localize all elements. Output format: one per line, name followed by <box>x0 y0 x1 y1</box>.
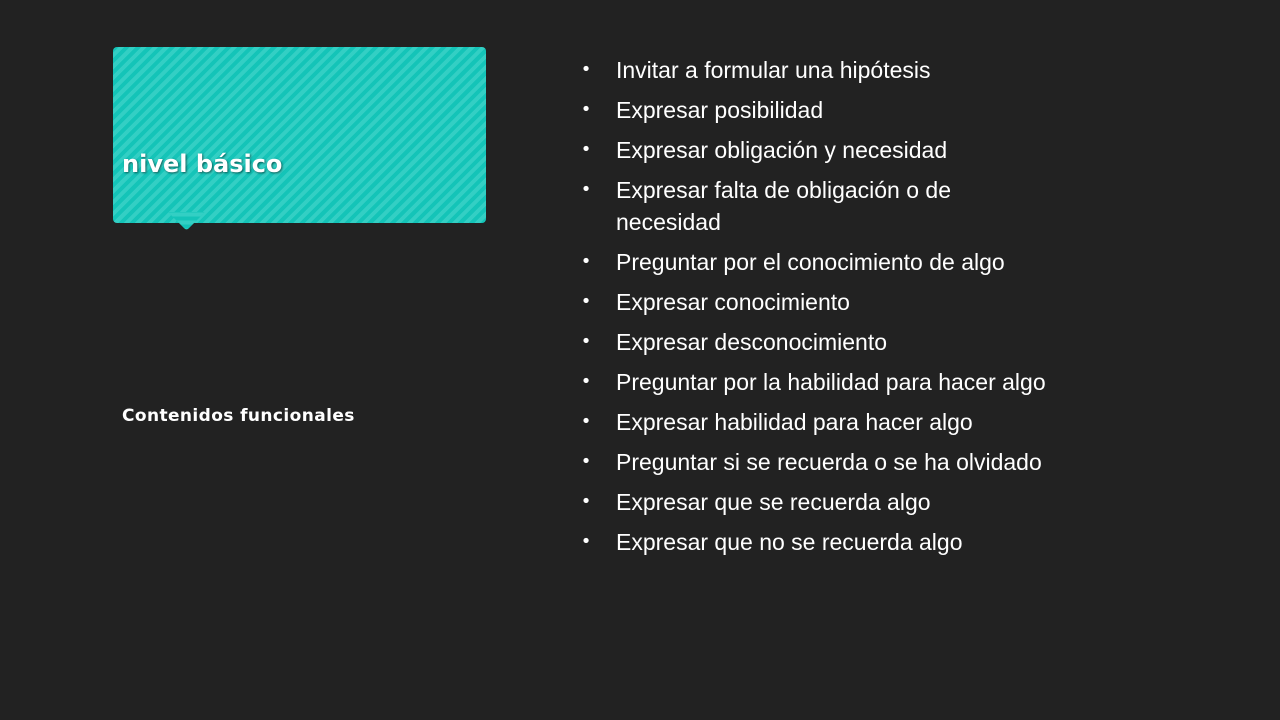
bullet-icon: • <box>580 411 592 432</box>
bullet-icon: • <box>580 531 592 552</box>
list-item-text: Preguntar si se recuerda o se ha olvidado <box>616 449 1042 475</box>
bullet-icon: • <box>580 59 592 80</box>
list-item <box>576 174 1046 238</box>
list-item <box>576 486 1046 518</box>
slide-title: nivel básico <box>122 150 283 178</box>
bullet-list <box>576 54 1046 566</box>
bullet-icon: • <box>580 371 592 392</box>
list-item <box>576 134 1046 166</box>
list-item-text: Expresar que no se recuerda algo <box>616 529 963 555</box>
list-item <box>576 446 1046 478</box>
bullet-icon: • <box>580 451 592 472</box>
bullet-icon: • <box>580 179 592 200</box>
list-item <box>576 94 1046 126</box>
list-item-text: Expresar posibilidad <box>616 97 824 123</box>
list-item-text: Expresar conocimiento <box>616 289 850 315</box>
list-item-text: Invitar a formular una hipótesis <box>616 57 931 83</box>
list-item-text: Expresar desconocimiento <box>616 329 888 355</box>
list-item <box>576 246 1046 278</box>
list-item-text: Expresar obligación y necesidad <box>616 137 948 163</box>
list-item-text: Preguntar por el conocimiento de algo <box>616 249 1005 275</box>
bullet-icon: • <box>580 291 592 312</box>
title-placeholder-box <box>113 47 486 223</box>
list-item-text: Expresar que se recuerda algo <box>616 489 931 515</box>
bullet-icon: • <box>580 139 592 160</box>
bullet-icon: • <box>580 331 592 352</box>
list-item-text: Expresar falta de obligación o de necesidad <box>616 177 951 235</box>
list-item <box>576 406 1046 438</box>
title-box-pointer <box>168 212 206 238</box>
list-item <box>576 326 1046 358</box>
list-item <box>576 286 1046 318</box>
bullet-icon: • <box>580 491 592 512</box>
bullet-icon: • <box>580 251 592 272</box>
list-item <box>576 526 1046 558</box>
list-item <box>576 54 1046 86</box>
list-item-text: Preguntar por la habilidad para hacer algo <box>616 369 1046 395</box>
list-item <box>576 366 1046 398</box>
bullet-icon: • <box>580 99 592 120</box>
slide-subtitle: Contenidos funcionales <box>122 406 355 426</box>
list-item-text: Expresar habilidad para hacer algo <box>616 409 973 435</box>
